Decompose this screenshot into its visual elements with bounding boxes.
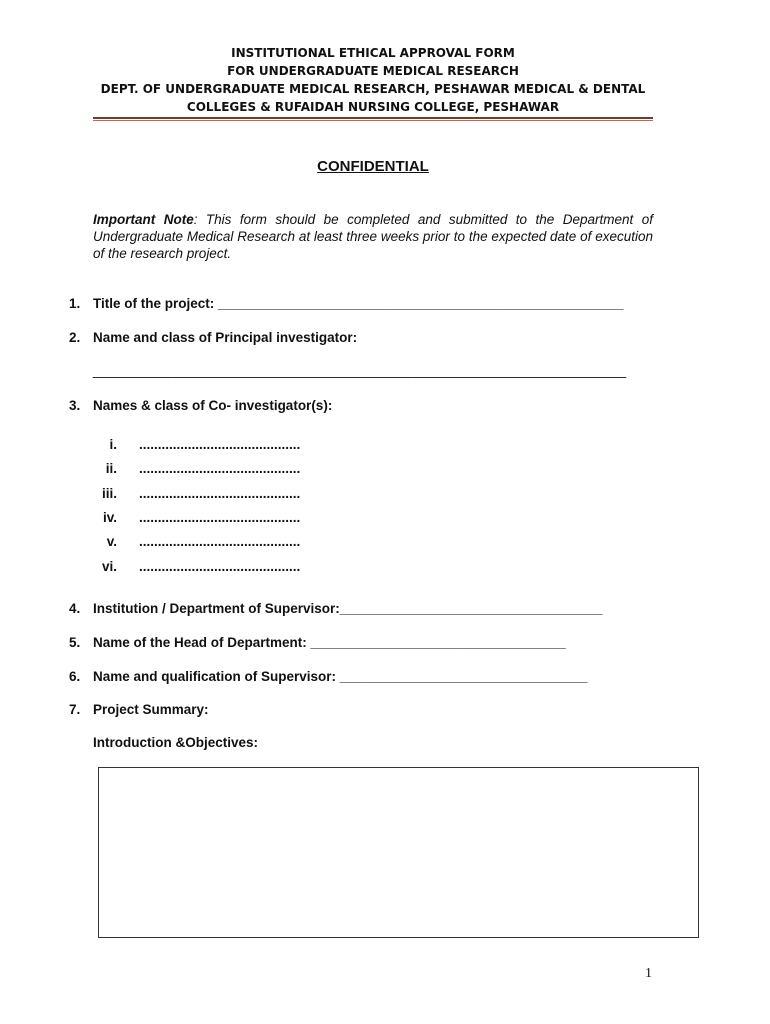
principal-investigator-line[interactable]: _______________________________________________________________________: [93, 363, 627, 378]
item-supervisor-qualification[interactable]: [69, 669, 588, 684]
item-number: 5.: [69, 635, 81, 650]
roman-number: iii.: [101, 486, 117, 501]
item-text: Name and class of Principal investigator:: [93, 330, 358, 345]
item-head-of-department[interactable]: [69, 635, 566, 650]
item-text: Project Summary:: [93, 702, 209, 717]
page-number: 1: [645, 966, 652, 981]
header-line: COLLEGES & RUFAIDAH NURSING COLLEGE, PESHAWAR: [186, 100, 560, 114]
item-number: 3.: [69, 398, 81, 413]
header-line: FOR UNDERGRADUATE MEDICAL RESEARCH: [227, 64, 519, 78]
roman-number: vi.: [101, 559, 117, 574]
header-line: DEPT. OF UNDERGRADUATE MEDICAL RESEARCH, PESHAWAR MEDICAL & DENTAL: [100, 82, 646, 96]
roman-number: iv.: [102, 510, 117, 525]
item-supervisor-department[interactable]: [69, 601, 603, 616]
item-co-investigators: [69, 398, 332, 413]
confidential-heading: CONFIDENTIAL: [317, 158, 429, 175]
co-investigator-row[interactable]: [93, 461, 300, 476]
item-project-summary: [69, 702, 209, 717]
dotted-line: ...........................................: [139, 486, 301, 501]
header-line: INSTITUTIONAL ETHICAL APPROVAL FORM: [231, 46, 515, 60]
roman-number: ii.: [105, 461, 117, 476]
item-title[interactable]: [69, 296, 623, 311]
dotted-line: ...........................................: [139, 510, 301, 525]
important-note: [93, 211, 653, 262]
co-investigator-row[interactable]: [93, 486, 300, 501]
item-text: Name of the Head of Department: __________________________________: [93, 635, 566, 650]
dotted-line: ...........................................: [139, 461, 301, 476]
co-investigator-row[interactable]: [93, 437, 300, 452]
item-text: Title of the project: ______________________________________________________: [93, 296, 624, 311]
item-text: Names & class of Co- investigator(s):: [93, 398, 333, 413]
item-text: Institution / Department of Supervisor:___________________________________: [93, 601, 603, 616]
roman-number: i.: [109, 437, 117, 452]
form-header: [0, 44, 746, 116]
item-number: 6.: [69, 669, 81, 684]
co-investigator-row[interactable]: [93, 534, 300, 549]
dotted-line: ...........................................: [139, 534, 301, 549]
header-divider: [93, 117, 653, 119]
co-investigator-row[interactable]: [93, 559, 300, 574]
introduction-objectives-box[interactable]: [98, 767, 699, 938]
introduction-objectives-label: Introduction &Objectives:: [93, 735, 259, 750]
item-number: 1.: [69, 296, 81, 311]
item-number: 7.: [69, 702, 81, 717]
header-divider-thin: [93, 120, 653, 121]
roman-number: v.: [106, 534, 117, 549]
note-label: Important Note: [93, 212, 194, 227]
note-text: : This form should be completed and submitted to the Department of Undergraduate Medical Research at least three weeks prior to the expected date of execution of the research project.: [93, 212, 654, 261]
item-text: Name and qualification of Supervisor: _________________________________: [93, 669, 588, 684]
item-number: 4.: [69, 601, 81, 616]
dotted-line: ...........................................: [139, 559, 301, 574]
item-number: 2.: [69, 330, 81, 345]
co-investigator-row[interactable]: [93, 510, 300, 525]
dotted-line: ...........................................: [139, 437, 301, 452]
item-principal-investigator: [69, 330, 357, 345]
